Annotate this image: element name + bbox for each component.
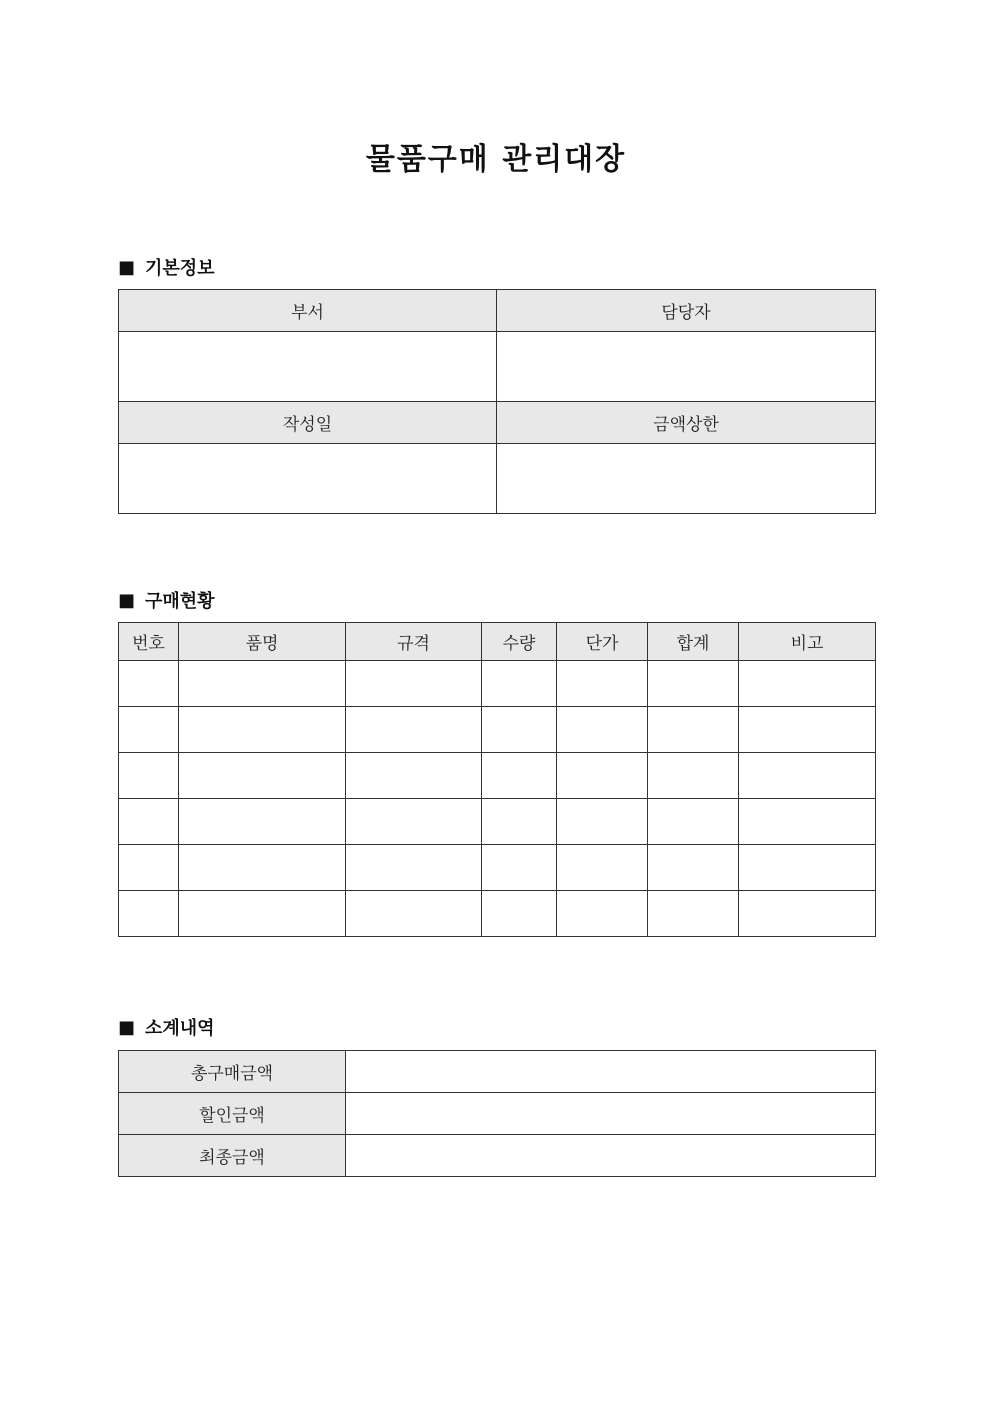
table-cell[interactable]: [739, 891, 876, 937]
table-cell[interactable]: [482, 891, 557, 937]
table-cell[interactable]: [346, 707, 482, 753]
table-cell[interactable]: [557, 891, 648, 937]
table-cell[interactable]: [179, 707, 346, 753]
table-cell[interactable]: [119, 753, 179, 799]
table-cell[interactable]: [346, 799, 482, 845]
table-cell[interactable]: [739, 799, 876, 845]
table-row: [119, 845, 876, 891]
table-cell[interactable]: [648, 845, 739, 891]
column-header: 단가: [557, 623, 648, 661]
table-row: [119, 707, 876, 753]
table-cell[interactable]: [482, 661, 557, 707]
table-row: [119, 753, 876, 799]
table-cell[interactable]: [557, 661, 648, 707]
section-heading-basic: [118, 254, 215, 280]
table-cell[interactable]: [119, 891, 179, 937]
table-cell[interactable]: [648, 753, 739, 799]
column-header: 품명: [179, 623, 346, 661]
amount-limit-field[interactable]: [497, 444, 876, 514]
table-cell[interactable]: [482, 753, 557, 799]
table-cell[interactable]: [346, 753, 482, 799]
table-header-row: [119, 623, 876, 661]
table-cell[interactable]: [482, 799, 557, 845]
table-cell[interactable]: [346, 891, 482, 937]
table-cell[interactable]: [179, 845, 346, 891]
table-cell[interactable]: [739, 753, 876, 799]
table-cell[interactable]: [346, 845, 482, 891]
table-cell[interactable]: [557, 799, 648, 845]
column-header: 규격: [346, 623, 482, 661]
table-cell[interactable]: [648, 661, 739, 707]
label-final-amount: 최종금액: [119, 1135, 346, 1177]
date-field[interactable]: [119, 444, 497, 514]
table-cell[interactable]: [557, 707, 648, 753]
column-header: 수량: [482, 623, 557, 661]
section-heading-summary: [118, 1014, 215, 1040]
table-cell[interactable]: [648, 799, 739, 845]
table-cell[interactable]: [482, 707, 557, 753]
table-cell[interactable]: [119, 707, 179, 753]
column-header: 번호: [119, 623, 179, 661]
purchase-table: [118, 622, 876, 937]
table-cell[interactable]: [179, 661, 346, 707]
page-title: 물품구매 관리대장: [365, 142, 627, 177]
department-field[interactable]: [119, 332, 497, 402]
table-cell[interactable]: [119, 799, 179, 845]
table-cell[interactable]: [346, 661, 482, 707]
label-amount-limit: 금액상한: [497, 402, 876, 444]
discount-field[interactable]: [346, 1093, 876, 1135]
table-cell[interactable]: [648, 891, 739, 937]
table-cell[interactable]: [179, 891, 346, 937]
final-amount-field[interactable]: [346, 1135, 876, 1177]
table-cell[interactable]: [179, 799, 346, 845]
manager-field[interactable]: [497, 332, 876, 402]
label-department: 부서: [119, 290, 497, 332]
basic-info-table: [118, 289, 876, 514]
table-cell[interactable]: [557, 753, 648, 799]
total-purchase-field[interactable]: [346, 1051, 876, 1093]
table-cell[interactable]: [739, 707, 876, 753]
table-cell[interactable]: [739, 845, 876, 891]
square-bullet-icon: ■: [118, 589, 136, 611]
square-bullet-icon: ■: [118, 256, 136, 278]
table-cell[interactable]: [179, 753, 346, 799]
table-cell[interactable]: [482, 845, 557, 891]
section-heading-label: 기본정보: [145, 258, 215, 279]
table-cell[interactable]: [739, 661, 876, 707]
summary-table: [118, 1050, 876, 1177]
table-cell[interactable]: [119, 661, 179, 707]
table-row: [119, 891, 876, 937]
table-row: [119, 799, 876, 845]
label-date: 작성일: [119, 402, 497, 444]
table-cell[interactable]: [648, 707, 739, 753]
label-total-purchase: 총구매금액: [119, 1051, 346, 1093]
table-cell[interactable]: [119, 845, 179, 891]
column-header: 비고: [739, 623, 876, 661]
label-discount: 할인금액: [119, 1093, 346, 1135]
column-header: 합계: [648, 623, 739, 661]
label-manager: 담당자: [497, 290, 876, 332]
table-row: [119, 661, 876, 707]
table-cell[interactable]: [557, 845, 648, 891]
section-heading-label: 소계내역: [145, 1018, 215, 1039]
section-heading-purchase: [118, 587, 215, 613]
section-heading-label: 구매현황: [145, 591, 215, 612]
square-bullet-icon: ■: [118, 1016, 136, 1038]
